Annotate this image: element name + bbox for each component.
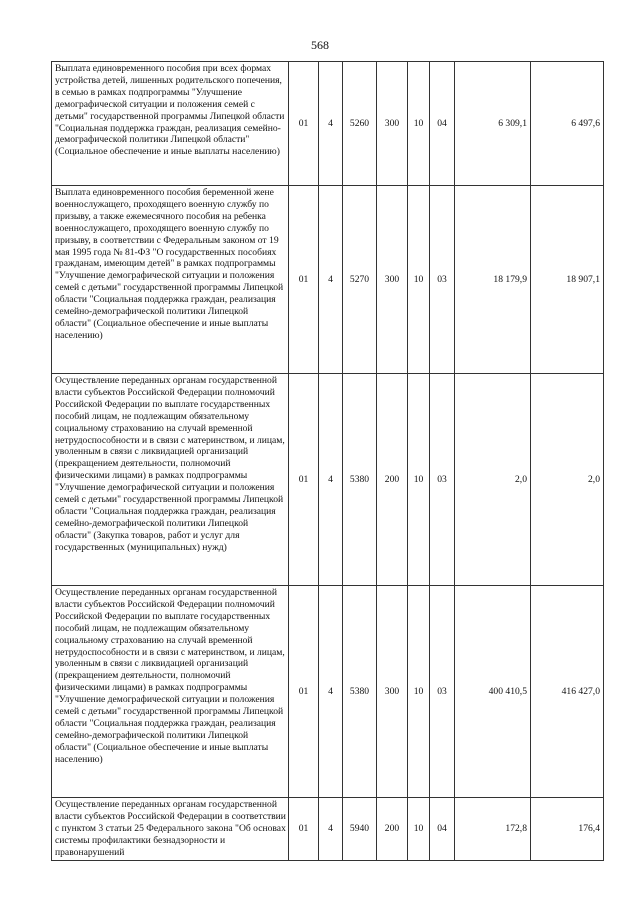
cell-amount-year2: 2,0 (531, 374, 604, 586)
cell-subsection: 03 (430, 186, 455, 374)
table-row (52, 186, 604, 374)
cell-subprogram-code: 4 (319, 586, 343, 798)
cell-subsection: 03 (430, 374, 455, 586)
cell-program-code: 01 (289, 186, 319, 374)
cell-subsection: 03 (430, 586, 455, 798)
table-row (52, 374, 604, 586)
cell-direction-code: 5380 (343, 586, 377, 798)
cell-amount-year2: 416 427,0 (531, 586, 604, 798)
cell-direction-code: 5940 (343, 798, 377, 861)
cell-amount-year2: 18 907,1 (531, 186, 604, 374)
cell-expense-type: 200 (377, 798, 408, 861)
cell-section: 10 (408, 62, 430, 186)
cell-section: 10 (408, 374, 430, 586)
page-number: 568 (311, 38, 329, 52)
cell-amount-year2: 176,4 (531, 798, 604, 861)
cell-direction-code: 5270 (343, 186, 377, 374)
row-description: Выплата единовременного пособия при всех формах устройства детей, лишенных родительского попечения, в семью в рамках подпрограммы "Улучшение демографической ситуации и положения семей с детьми" государственной программы Липецкой области "Социальная поддержка граждан, реализация семейно-демографической политики Липецкой области" (Социальное обеспечение и иные выплаты населению) (52, 62, 289, 186)
cell-amount-year1: 6 309,1 (455, 62, 531, 186)
cell-amount-year1: 18 179,9 (455, 186, 531, 374)
cell-subprogram-code: 4 (319, 798, 343, 861)
cell-expense-type: 300 (377, 186, 408, 374)
table-row (52, 62, 604, 186)
cell-expense-type: 200 (377, 374, 408, 586)
row-description: Осуществление переданных органам государственной власти субъектов Российской Федерации полномочий Российской Федерации по выплате государственных пособий лицам, не подлежащим обязательному социальному страхованию на случай временной нетрудоспособности и в связи с материнством, и лицам, уволенным в связи с ликвидацией организаций (прекращением деятельности, полномочий физическими лицами) в рамках подпрограммы "Улучшение демографической ситуации и положения семей с детьми" государственной программы Липецкой области "Социальная поддержка граждан, реализация семейно-демографической политики Липецкой области" (Закупка товаров, работ и услуг для государственных (муниципальных) нужд) (52, 374, 289, 586)
cell-program-code: 01 (289, 374, 319, 586)
cell-section: 10 (408, 186, 430, 374)
cell-section: 10 (408, 798, 430, 861)
cell-subprogram-code: 4 (319, 62, 343, 186)
cell-subsection: 04 (430, 62, 455, 186)
budget-table (51, 61, 604, 861)
row-description: Выплата единовременного пособия беременной жене военнослужащего, проходящего военную службу по призыву, а также ежемесячного пособия на ребенка военнослужащего, проходящего военную службу по призыву, в соответствии с Федеральным законом от 19 мая 1995 года № 81-ФЗ "О государственных пособиях гражданам, имеющим детей" в рамках подпрограммы "Улучшение демографической ситуации и положения семей с детьми" государственной программы Липецкой области "Социальная поддержка граждан, реализация семейно-демографической политики Липецкой области" (Социальное обеспечение и иные выплаты населению) (52, 186, 289, 374)
cell-program-code: 01 (289, 798, 319, 861)
cell-expense-type: 300 (377, 586, 408, 798)
cell-subsection: 04 (430, 798, 455, 861)
cell-amount-year2: 6 497,6 (531, 62, 604, 186)
row-description: Осуществление переданных органам государственной власти субъектов Российской Федерации полномочий Российской Федерации по выплате государственных пособий лицам, не подлежащим обязательному социальному страхованию на случай временной нетрудоспособности и в связи с материнством, и лицам, уволенным в связи с ликвидацией организаций (прекращением деятельности, полномочий физическими лицами) в рамках подпрограммы "Улучшение демографической ситуации и положения семей с детьми" государственной программы Липецкой области "Социальная поддержка граждан, реализация семейно-демографической политики Липецкой области" (Социальное обеспечение и иные выплаты населению) (52, 586, 289, 798)
cell-direction-code: 5260 (343, 62, 377, 186)
cell-amount-year1: 2,0 (455, 374, 531, 586)
cell-amount-year1: 172,8 (455, 798, 531, 861)
cell-section: 10 (408, 586, 430, 798)
cell-program-code: 01 (289, 62, 319, 186)
table-row (52, 798, 604, 861)
cell-subprogram-code: 4 (319, 186, 343, 374)
cell-direction-code: 5380 (343, 374, 377, 586)
cell-subprogram-code: 4 (319, 374, 343, 586)
row-description: Осуществление переданных органам государственной власти субъектов Российской Федерации в соответствии с пунктом 3 статьи 25 Федерального закона "Об основах системы профилактики безнадзорности и правонарушений (52, 798, 289, 861)
table-row (52, 586, 604, 798)
cell-amount-year1: 400 410,5 (455, 586, 531, 798)
cell-program-code: 01 (289, 586, 319, 798)
cell-expense-type: 300 (377, 62, 408, 186)
